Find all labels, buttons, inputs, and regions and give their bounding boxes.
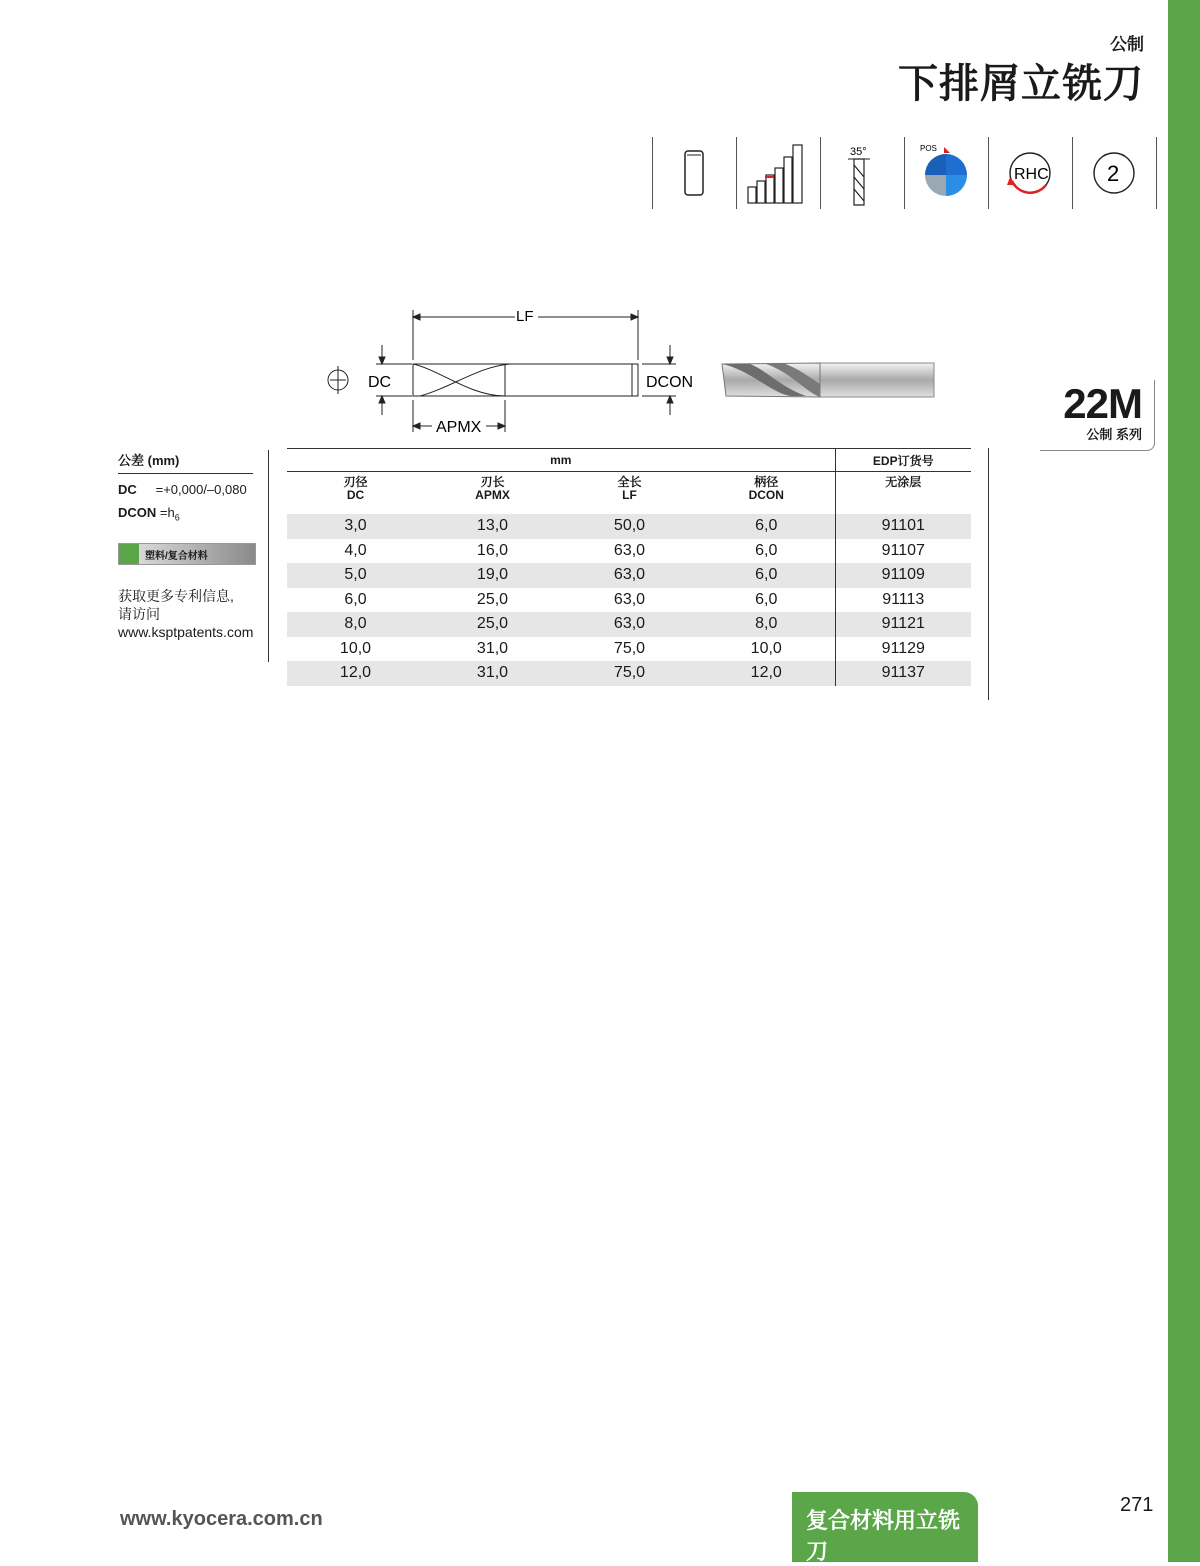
cell-apmx: 16,0	[476, 541, 509, 559]
col-code: LF	[622, 488, 637, 502]
cell-dc: 12,0	[287, 661, 424, 686]
material-bar	[118, 543, 256, 565]
section-tab	[792, 1492, 978, 1562]
rhc-label: RHC	[1014, 166, 1049, 183]
tolerance-dcon-sub: 6	[174, 512, 180, 523]
cell-edp: 91113	[835, 588, 971, 613]
cell-dc: 3,0	[287, 514, 424, 539]
cell-dc: 4,0	[344, 541, 367, 559]
group-header-mm: mm	[287, 449, 835, 472]
cell-edp: 91109	[835, 563, 971, 588]
divider	[1072, 137, 1073, 209]
group-header-edp: EDP订货号	[835, 449, 971, 472]
table-row	[287, 637, 971, 662]
tolerance-title: 公差 (mm)	[118, 450, 253, 474]
cell-lf: 63,0	[613, 590, 646, 608]
spec-table	[287, 448, 971, 686]
cell-lf: 63,0	[613, 541, 646, 559]
table-right-divider	[988, 448, 989, 700]
rhc-icon	[988, 137, 1072, 209]
helix-angle-icon-cell	[820, 137, 904, 209]
cell-edp: 91107	[835, 539, 971, 564]
col-header-lf	[561, 472, 698, 515]
shank-icon	[652, 137, 736, 209]
page-number: 271	[1120, 1494, 1154, 1516]
dc-label: DC	[368, 374, 392, 391]
table-row	[287, 563, 971, 588]
tolerance-panel	[118, 450, 268, 641]
patent-url[interactable]: www.ksptpatents.com	[118, 623, 254, 640]
cell-dcon: 6,0	[698, 563, 835, 588]
pos-rake-icon	[904, 137, 988, 209]
series-code: 22M	[1063, 380, 1142, 427]
cell-dcon: 8,0	[698, 612, 835, 637]
cell-apmx: 13,0	[424, 514, 561, 539]
divider	[904, 137, 905, 209]
series-box	[1040, 380, 1155, 451]
cell-lf: 63,0	[561, 612, 698, 637]
shank-icon-cell	[652, 137, 736, 209]
helix-angle-icon	[820, 137, 904, 209]
table-row	[287, 514, 971, 539]
cell-apmx: 25,0	[424, 612, 561, 637]
cell-apmx: 31,0	[424, 661, 561, 686]
tolerance-dc-row	[118, 482, 268, 497]
divider	[736, 137, 737, 209]
col-cn: 刃长	[480, 475, 505, 489]
divider	[820, 137, 821, 209]
col-code: DC	[346, 488, 365, 502]
col-header-apmx	[424, 472, 561, 515]
cell-dcon: 12,0	[698, 661, 835, 686]
pos-label: POS	[920, 144, 937, 153]
helix-angle-label: 35°	[850, 146, 867, 158]
cell-lf: 50,0	[561, 514, 698, 539]
col-cn: 全长	[617, 475, 642, 489]
col-header-dcon	[698, 472, 835, 515]
icon-strip-end	[1156, 137, 1157, 209]
cell-apmx: 19,0	[424, 563, 561, 588]
col-code: DCON	[748, 488, 784, 502]
cell-dcon: 10,0	[750, 639, 782, 657]
apmx-label: APMX	[436, 419, 482, 436]
col-cn: 柄径	[754, 475, 779, 489]
side-accent-bar	[1168, 0, 1200, 1562]
flute-count-icon	[1072, 137, 1156, 209]
series-label: 公制 系列	[1086, 427, 1142, 442]
lf-label: LF	[516, 308, 534, 325]
page-title: 下排屑立铣刀	[898, 62, 1144, 106]
cell-edp: 91137	[835, 661, 971, 686]
cell-dcon: 6,0	[755, 541, 778, 559]
size-range-icon	[736, 137, 820, 209]
cell-edp: 91101	[835, 514, 971, 539]
patent-line-2: 请访问	[118, 605, 160, 622]
size-range-icon-cell	[736, 137, 820, 209]
table-row	[287, 588, 971, 613]
end-mill-diagram	[320, 300, 960, 440]
cell-dcon: 6,0	[698, 514, 835, 539]
patent-note	[118, 587, 268, 641]
patent-line-1: 获取更多专利信息,	[118, 587, 234, 604]
tolerance-dcon-value: =h	[159, 505, 175, 520]
cell-dc: 8,0	[287, 612, 424, 637]
cell-dc: 6,0	[344, 590, 367, 608]
flute-count-icon-cell	[1072, 137, 1156, 209]
table-row	[287, 539, 971, 564]
cell-lf: 63,0	[561, 563, 698, 588]
cell-dc: 10,0	[339, 639, 372, 657]
table-row	[287, 612, 971, 637]
cell-apmx: 25,0	[476, 590, 509, 608]
material-swatch	[119, 544, 139, 564]
footer-url[interactable]: www.kyocera.com.cn	[120, 1508, 323, 1530]
table-row	[287, 661, 971, 686]
cell-lf: 75,0	[613, 639, 646, 657]
header-subtitle: 公制	[1110, 35, 1144, 54]
col-header-dc	[287, 472, 424, 515]
cell-dcon: 6,0	[755, 590, 778, 608]
section-tab-label: 复合材料用立铣刀	[806, 1508, 961, 1564]
col-code: APMX	[475, 488, 510, 502]
tolerance-dcon-row	[118, 505, 268, 523]
dcon-label: DCON	[646, 374, 694, 391]
col-cn: 无涂层	[885, 475, 922, 489]
cell-edp: 91121	[835, 612, 971, 637]
col-header-uncoated	[835, 472, 971, 515]
cell-apmx: 31,0	[476, 639, 509, 657]
tolerance-dcon-label: DCON	[118, 505, 157, 520]
cell-lf: 75,0	[561, 661, 698, 686]
divider	[988, 137, 989, 209]
rhc-icon-cell	[988, 137, 1072, 209]
material-label: 塑料/复合材料	[145, 550, 208, 562]
cell-edp: 91129	[835, 637, 971, 662]
tolerance-dc-value: =+0,000/–0,080	[155, 482, 247, 497]
tolerance-dc-label: DC	[118, 482, 137, 497]
cell-dc: 5,0	[287, 563, 424, 588]
pos-rake-icon-cell	[904, 137, 988, 209]
tool-render	[722, 363, 934, 397]
col-cn: 刃径	[343, 475, 368, 489]
left-column-divider	[268, 450, 269, 662]
divider	[1156, 137, 1157, 209]
flute-count-label: 2	[1107, 161, 1120, 186]
divider	[652, 137, 653, 209]
